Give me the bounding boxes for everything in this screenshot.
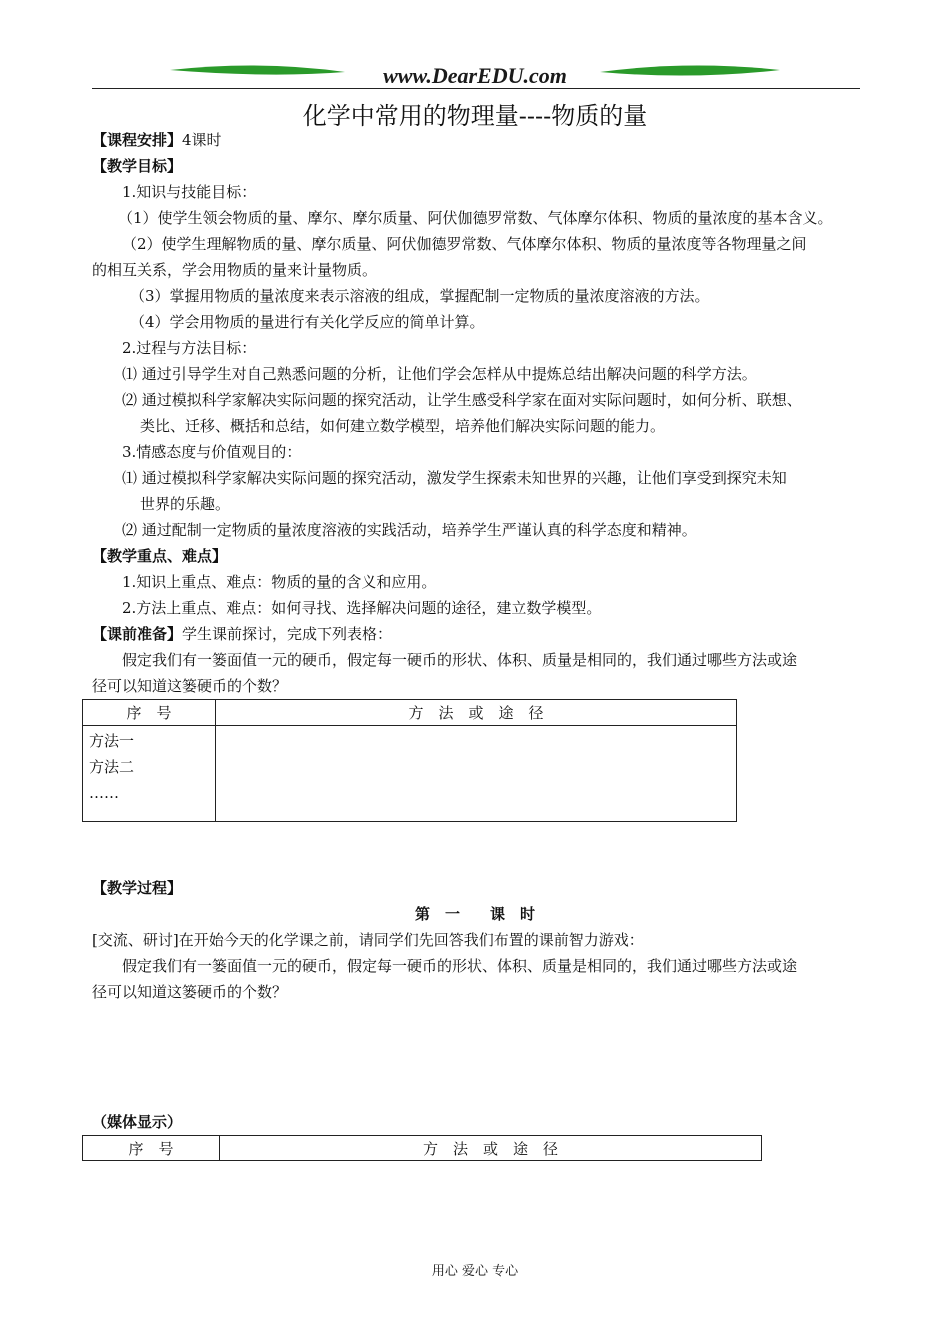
prep-label: 【课前准备】 <box>92 625 183 643</box>
schedule-line <box>92 130 222 150</box>
method-1-label: 方法一 <box>89 732 135 750</box>
key-point-1: 1.知识上重点、难点：物质的量的含义和应用。 <box>122 573 437 591</box>
methods-col-method: 方 法 或 途 径 <box>216 700 737 726</box>
prep-question-1: 假定我们有一篓面值一元的硬币，假定每一硬币的形状、体积、质量是相同的，我们通过哪些方法或途 <box>122 651 798 669</box>
methods-row-labels <box>83 726 216 822</box>
media-col-method: 方 法 或 途 径 <box>220 1136 762 1161</box>
goal-1-item-1: （1）使学生领会物质的量、摩尔、摩尔质量、阿伏伽德罗常数、气体摩尔体积、物质的量浓度的基本含义。 <box>118 209 833 227</box>
goal-3-item-1b: 世界的乐趣。 <box>140 495 231 513</box>
media-table-header <box>83 1136 762 1161</box>
prep-line <box>92 624 392 644</box>
goal-2-item-2b: 类比、迁移、概括和总结，如何建立数学模型，培养他们解决实际问题的能力。 <box>140 417 666 435</box>
dearedu-logo <box>170 58 780 92</box>
goal-1-item-3: （3）掌握用物质的量浓度来表示溶液的组成，掌握配制一定物质的量浓度溶液的方法。 <box>130 287 710 305</box>
media-table <box>82 1135 762 1161</box>
method-2-label: 方法二 <box>89 758 135 776</box>
process-question-1: 假定我们有一篓面值一元的硬币，假定每一硬币的形状、体积、质量是相同的，我们通过哪些方法或途 <box>122 957 798 975</box>
method-more-label: …… <box>89 784 119 802</box>
process-question-2: 径可以知道这篓硬币的个数？ <box>92 983 288 1001</box>
methods-col-index: 序 号 <box>83 700 216 726</box>
goal-3-title: 3.情感态度与价值观目的： <box>122 443 302 461</box>
page-title: 化学中常用的物理量----物质的量 <box>302 102 648 130</box>
methods-answer-cell[interactable] <box>216 726 737 822</box>
goal-1-item-4: （4）学会用物质的量进行有关化学反应的简单计算。 <box>130 313 485 331</box>
schedule-label: 【课程安排】 <box>92 131 183 149</box>
discussion-line <box>92 930 644 950</box>
goal-2-title: 2.过程与方法目标： <box>122 339 257 357</box>
page-footer: 用心 爱心 专心 <box>431 1264 519 1279</box>
media-col-index: 序 号 <box>83 1136 220 1161</box>
prep-question-2: 径可以知道这篓硬币的个数？ <box>92 677 288 695</box>
goal-1-title: 1.知识与技能目标： <box>122 183 257 201</box>
logo-swoosh-left <box>170 65 345 74</box>
goal-1-item-2a: （2）使学生理解物质的量、摩尔质量、阿伏伽德罗常数、气体摩尔体积、物质的量浓度等各物理量之间 <box>122 235 807 253</box>
goal-3-item-1a: ⑴ 通过模拟科学家解决实际问题的探究活动，激发学生探索未知世界的兴趣，让他们享受到探究未知 <box>122 469 787 487</box>
goal-1-item-2b: 的相互关系，学会用物质的量来计量物质。 <box>92 261 378 279</box>
schedule-value: 4课时 <box>182 131 222 149</box>
key-points-heading: 【教学重点、难点】 <box>92 547 228 565</box>
discussion-tag: [交流、研讨] <box>92 931 179 949</box>
goals-heading: 【教学目标】 <box>92 157 183 175</box>
methods-table <box>82 699 737 822</box>
goal-2-item-2a: ⑵ 通过模拟科学家解决实际问题的探究活动，让学生感受科学家在面对实际问题时，如何分析、联想、 <box>122 391 802 409</box>
media-label: （媒体显示） <box>92 1113 183 1131</box>
process-heading: 【教学过程】 <box>92 879 183 897</box>
discussion-intro: 在开始今天的化学课之前，请同学们先回答我们布置的课前智力游戏： <box>178 931 644 949</box>
methods-table-header <box>83 700 737 726</box>
goal-2-item-1: ⑴ 通过引导学生对自己熟悉问题的分析，让他们学会怎样从中提炼总结出解决问题的科学方法。 <box>122 365 757 383</box>
lesson-title: 第 一 课 时 <box>414 905 535 923</box>
goal-3-item-2: ⑵ 通过配制一定物质的量浓度溶液的实践活动，培养学生严谨认真的科学态度和精神。 <box>122 521 697 539</box>
key-point-2: 2.方法上重点、难点：如何寻找、选择解决问题的途径，建立数学模型。 <box>122 599 602 617</box>
logo-swoosh-right <box>600 65 780 75</box>
prep-text: 学生课前探讨，完成下列表格： <box>182 625 393 643</box>
header-rule <box>92 88 860 89</box>
table-row <box>83 726 737 822</box>
logo-text: www.DearEDU.com <box>383 63 567 88</box>
